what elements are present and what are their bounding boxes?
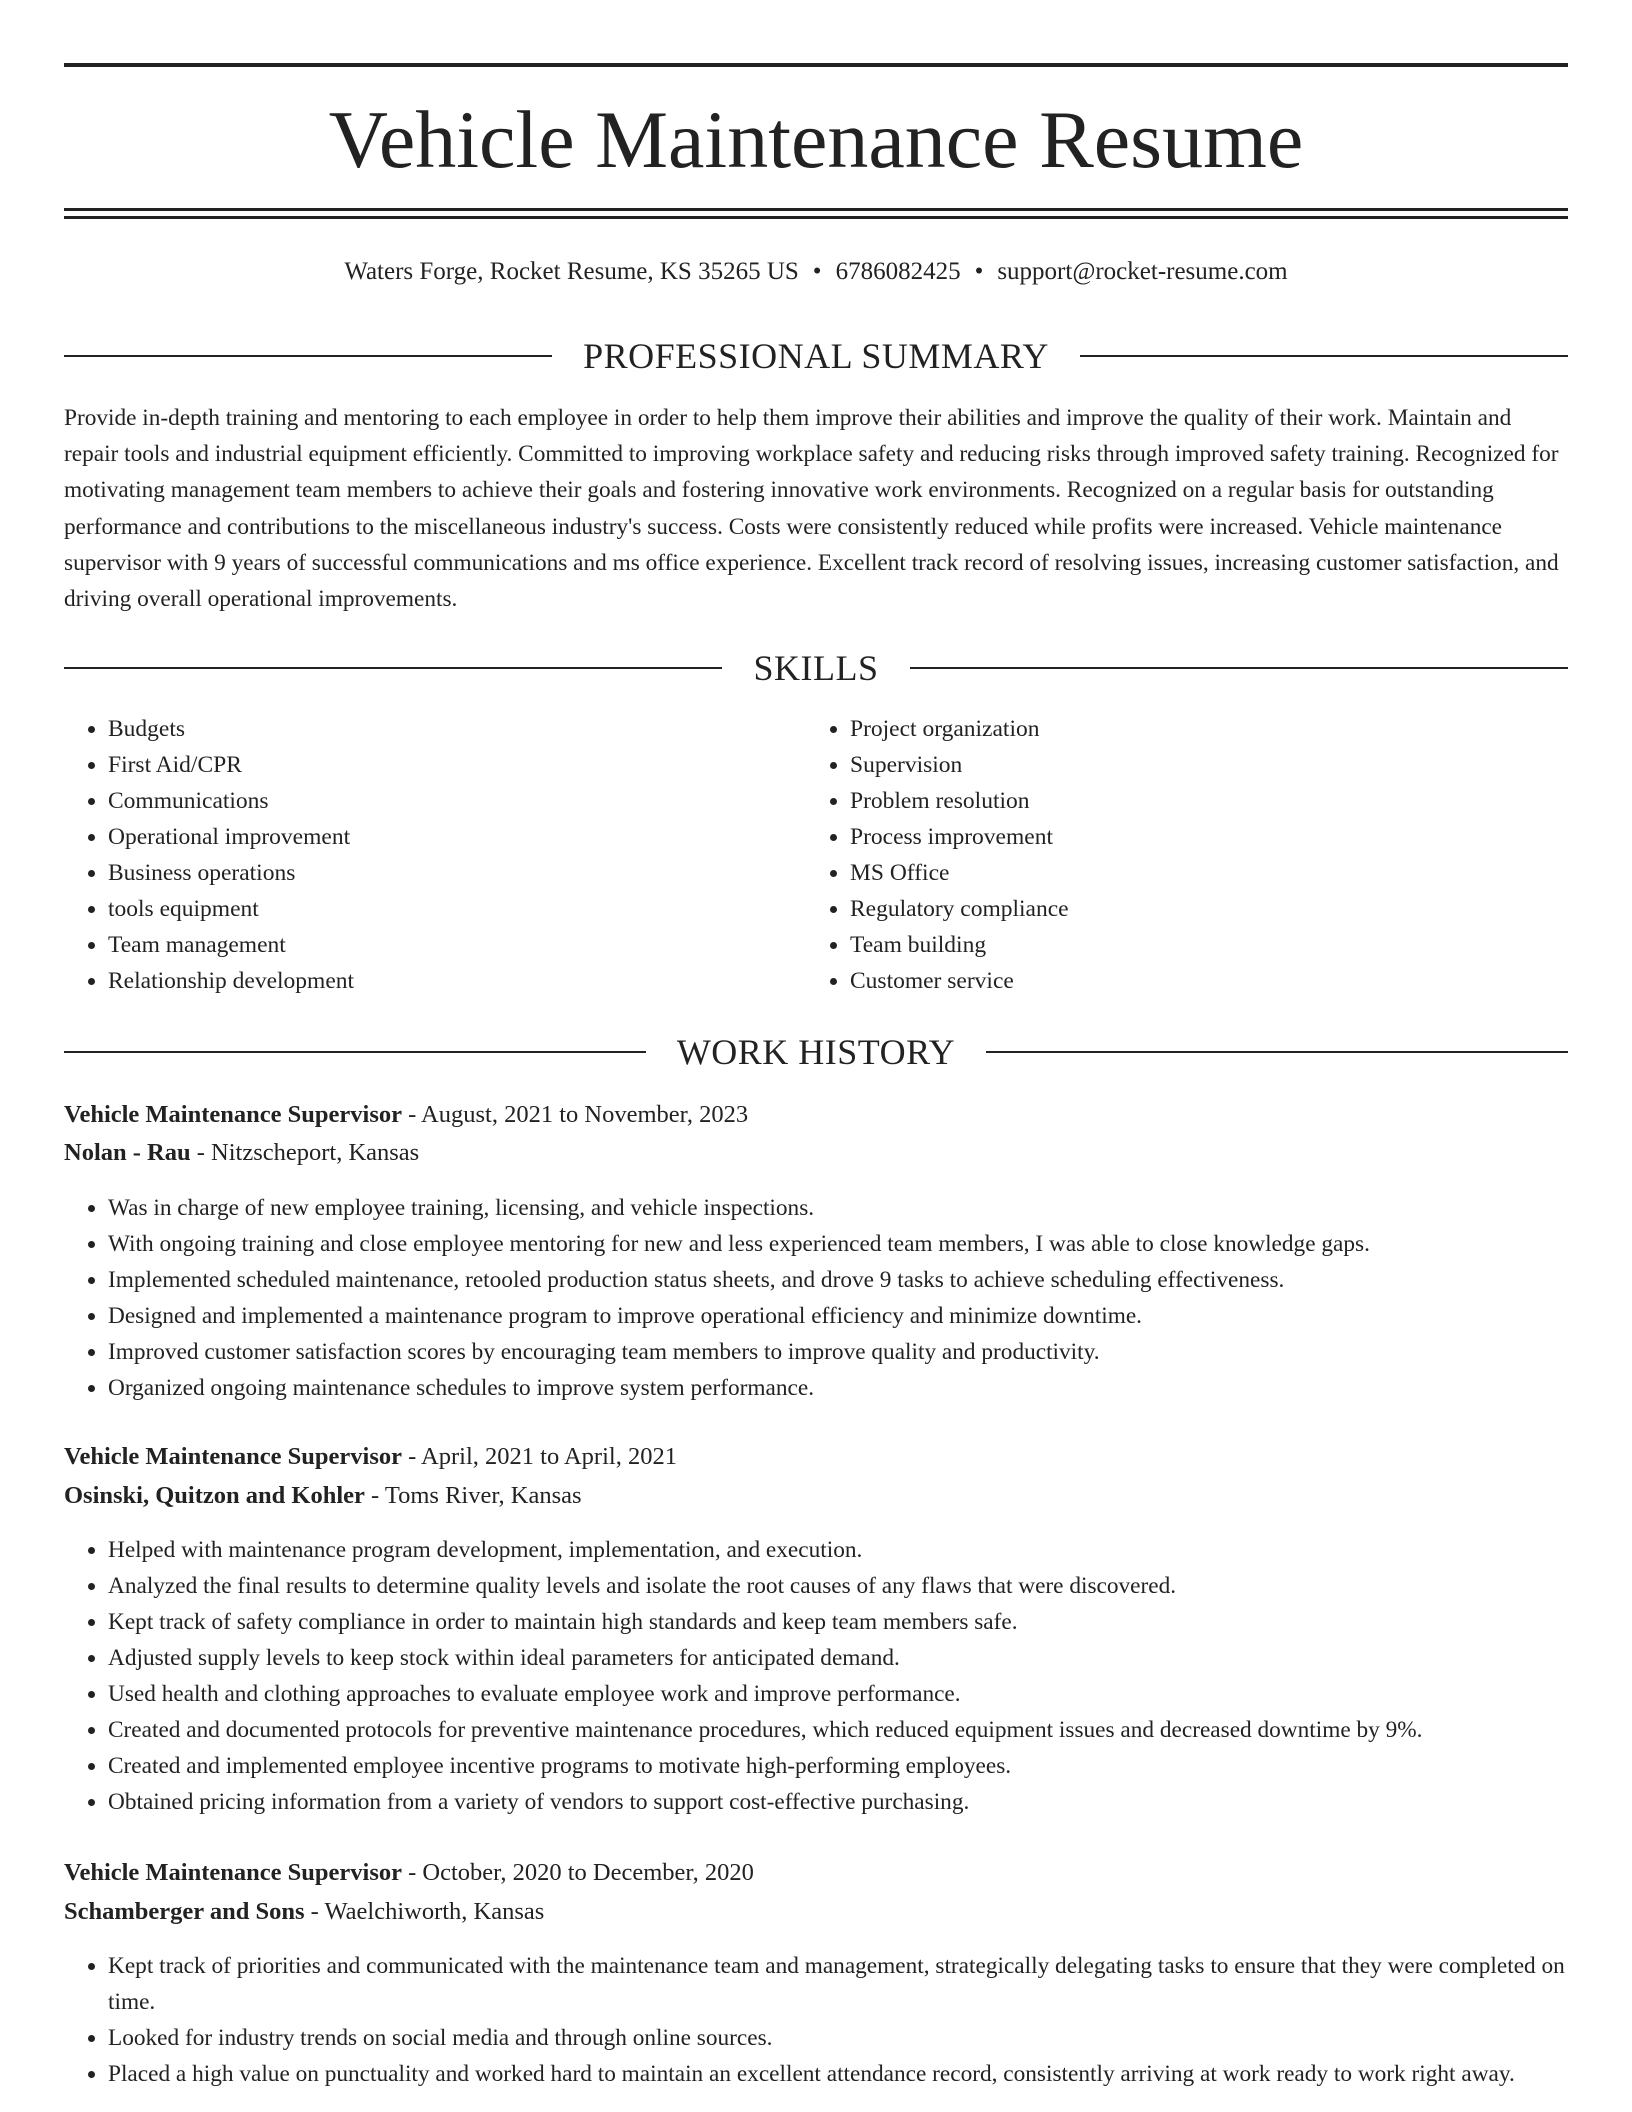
job-dates: - August, 2021 to November, 2023 [408,1101,749,1128]
job-bullets [64,1532,1568,1820]
section-title: PROFESSIONAL SUMMARY [583,336,1049,376]
list-item: • Organized ongoing maintenance schedules to improve system performance. [108,1370,1568,1406]
top-rule [64,63,1568,67]
list-item: • Improved customer satisfaction scores by encouraging team members to improve quality and productivity. [108,1334,1568,1370]
skill-item: • Relationship development [108,963,808,999]
skill-item: • Customer service [850,963,1550,999]
section-rule [64,667,722,669]
list-item: • Analyzed the final results to determine quality levels and isolate the root causes of any flaws that were discovered. [108,1568,1568,1604]
contact-separator: • [974,258,984,285]
skills-list-right [806,711,1550,999]
title-rule-lower [64,216,1568,219]
section-title: SKILLS [753,648,879,688]
job-bullets [64,1190,1568,1406]
skill-item: • MS Office [850,855,1550,891]
job-title: Vehicle Maintenance Supervisor [64,1101,402,1128]
skill-item: • Operational improvement [108,819,808,855]
job-company: Nolan - Rau [64,1139,191,1166]
job-location: - Waelchiworth, Kansas [310,1898,545,1925]
skill-item: • Project organization [850,711,1550,747]
skill-item: • Regulatory compliance [850,891,1550,927]
job-title-line [64,1096,1568,1134]
section-rule [986,1051,1568,1053]
job-company-line [64,1134,1568,1172]
list-item: • Implemented scheduled maintenance, retooled production status sheets, and drove 9 tasks to achieve scheduling effectiveness. [108,1262,1568,1298]
job-title: Vehicle Maintenance Supervisor [64,1859,402,1886]
job-dates: - April, 2021 to April, 2021 [408,1443,677,1470]
contact-email: support@rocket-resume.com [997,258,1288,285]
list-item: • Kept track of priorities and communicated with the maintenance team and management, strategically delegating tasks to ensure that they were completed on time. [108,1948,1568,2020]
section-rule [1080,355,1568,357]
list-item: • Created and documented protocols for preventive maintenance procedures, which reduced equipment issues and decreased downtime by 9%. [108,1712,1568,1748]
section-rule [910,667,1568,669]
skill-item: • Process improvement [850,819,1550,855]
section-header-work-history [64,1030,1568,1074]
list-item: • Obtained pricing information from a variety of vendors to support cost-effective purchasing. [108,1784,1568,1820]
list-item: • Created and implemented employee incentive programs to motivate high-performing employees. [108,1748,1568,1784]
skill-item: • First Aid/CPR [108,747,808,783]
job-location: - Nitzscheport, Kansas [196,1139,420,1166]
skill-item: • Business operations [108,855,808,891]
section-rule [64,1051,646,1053]
list-item: • Adjusted supply levels to keep stock within ideal parameters for anticipated demand. [108,1640,1568,1676]
list-item: • Designed and implemented a maintenance program to improve operational efficiency and minimize downtime. [108,1298,1568,1334]
skill-item: • tools equipment [108,891,808,927]
contact-separator: • [812,258,822,285]
job-location: - Toms River, Kansas [371,1482,582,1509]
job-company-line [64,1893,1568,1931]
list-item: • Placed a high value on punctuality and worked hard to maintain an excellent attendance record, consistently arriving at work ready to work right away. [108,2056,1568,2092]
skill-item: • Communications [108,783,808,819]
contact-phone: 6786082425 [835,258,961,285]
contact-address: Waters Forge, Rocket Resume, KS 35265 US [344,258,799,285]
job-title-line [64,1854,1568,1892]
section-rule [64,355,552,357]
skill-item: • Team building [850,927,1550,963]
list-item: • Used health and clothing approaches to evaluate employee work and improve performance. [108,1676,1568,1712]
job-company: Osinski, Quitzon and Kohler [64,1482,365,1509]
job-company-line [64,1477,1568,1515]
job-dates: - October, 2020 to December, 2020 [408,1859,754,1886]
list-item: • Kept track of safety compliance in order to maintain high standards and keep team members safe. [108,1604,1568,1640]
professional-summary-text: Provide in-depth training and mentoring to each employee in order to help them improve their abilities and improve the quality of their work. Maintain and repair tools and industrial equipment efficiently. Committed to improving workplace safety and reducing risks through improved safety training. Recognized for motivating management team members to achieve their goals and fostering innovative work environments. Recognized on a regular basis for outstanding performance and contributions to the miscellaneous industry's success. Costs were consistently reduced while profits were increased. Vehicle maintenance supervisor with 9 years of successful communications and ms office experience. Excellent track record of resolving issues, increasing customer satisfaction, and driving overall operational improvements. [64,405,1559,613]
list-item: • Looked for industry trends on social media and through online sources. [108,2020,1568,2056]
list-item: • Was in charge of new employee training, licensing, and vehicle inspections. [108,1190,1568,1226]
title-rule-upper [64,208,1568,211]
section-header-summary [64,334,1568,378]
job-company: Schamberger and Sons [64,1898,305,1925]
page-title: Vehicle Maintenance Resume [328,94,1304,185]
list-item: • With ongoing training and close employee mentoring for new and less experienced team members, I was able to close knowledge gaps. [108,1226,1568,1262]
list-item: • Helped with maintenance program development, implementation, and execution. [108,1532,1568,1568]
skill-item: • Problem resolution [850,783,1550,819]
job-title-line [64,1438,1568,1476]
skill-item: • Budgets [108,711,808,747]
job-title: Vehicle Maintenance Supervisor [64,1443,402,1470]
job-bullets [64,1948,1568,2092]
section-title: WORK HISTORY [676,1032,956,1072]
contact-line [64,254,1568,290]
skill-item: • Supervision [850,747,1550,783]
skills-list-left [64,711,808,999]
skill-item: • Team management [108,927,808,963]
section-header-skills [64,646,1568,690]
